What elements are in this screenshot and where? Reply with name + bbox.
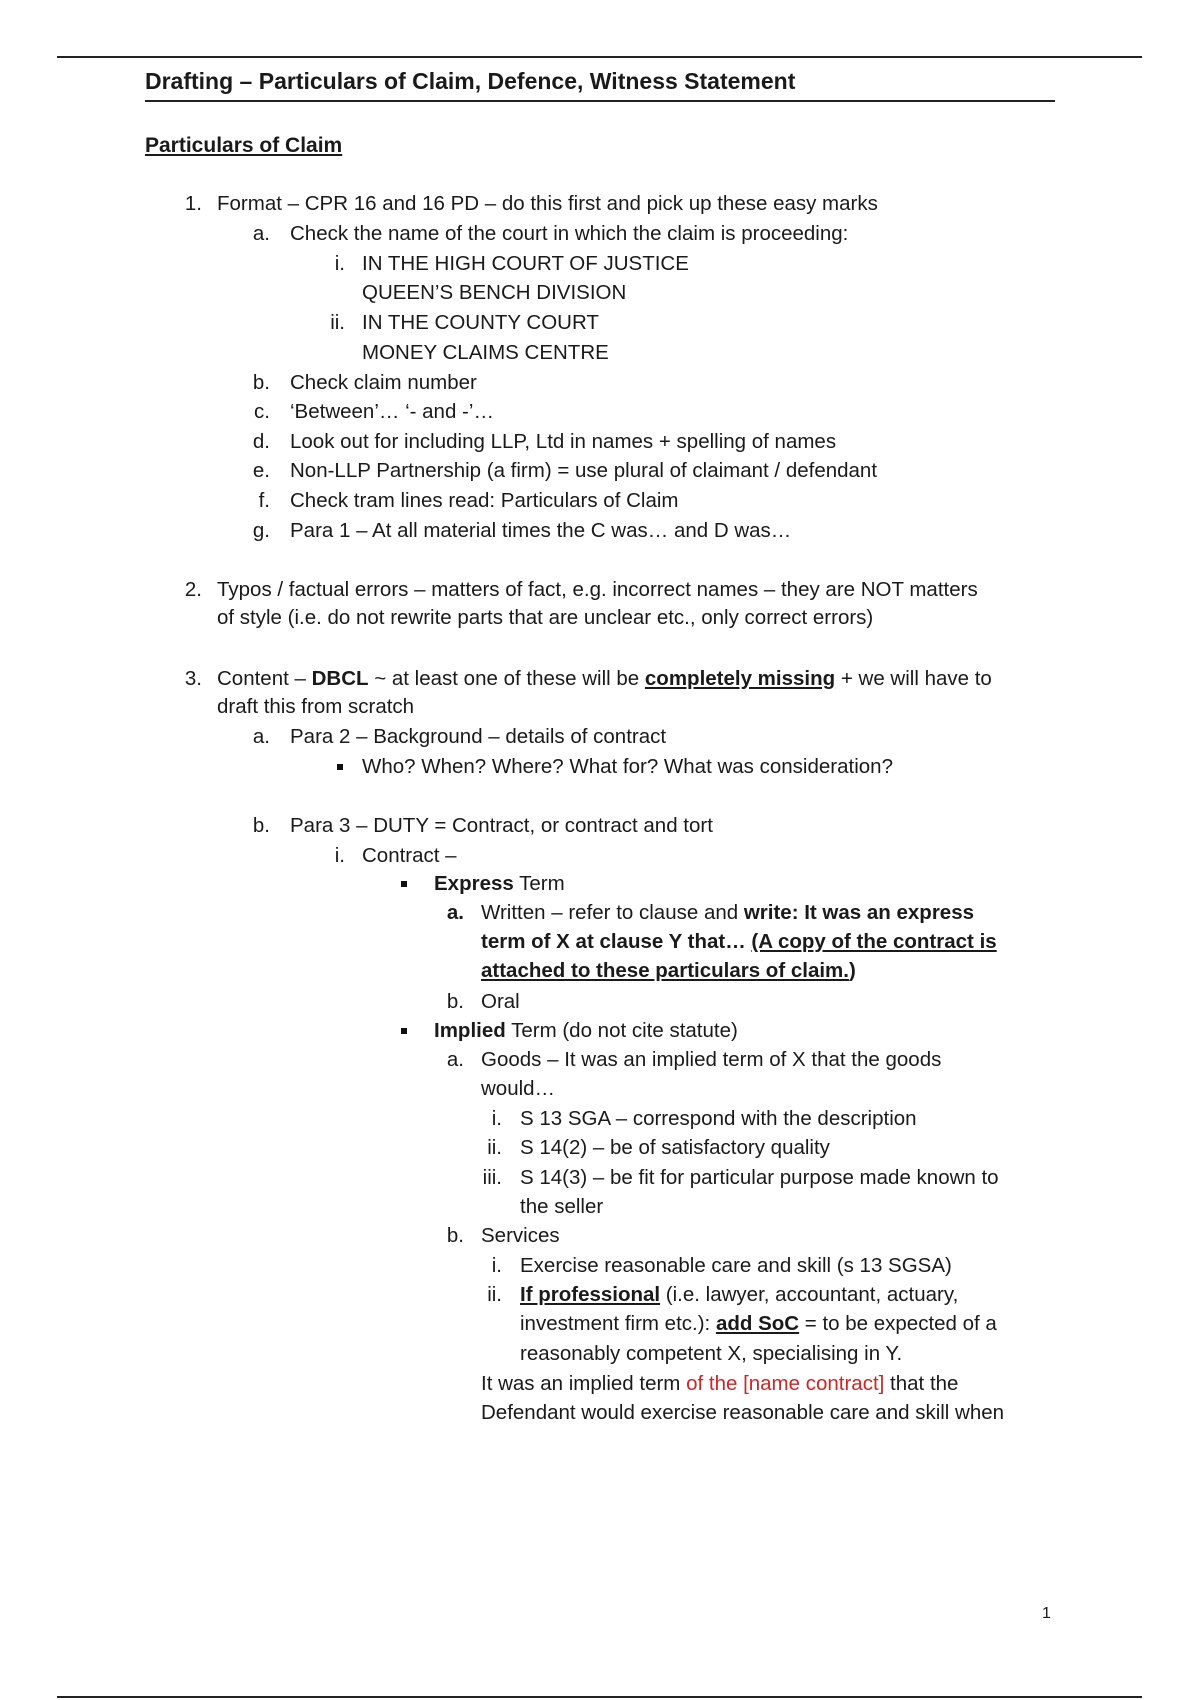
list-marker: a. bbox=[446, 901, 464, 924]
list-marker: ii. bbox=[487, 1136, 502, 1159]
list-marker: iii. bbox=[482, 1166, 502, 1189]
express-written-line-1: Written – refer to clause and write: It was an express bbox=[481, 901, 974, 924]
implied-term-sample-line-2: Defendant would exercise reasonable care and skill when bbox=[481, 1401, 1005, 1424]
bullet-express-term: Express Term bbox=[434, 872, 565, 895]
list-marker: i. bbox=[334, 252, 345, 275]
court-qbd-line: QUEEN’S BENCH DIVISION bbox=[362, 281, 627, 304]
services-professional-line-2: investment firm etc.): add SoC = to be expected of a bbox=[520, 1312, 997, 1335]
bullet-square-icon bbox=[401, 881, 407, 887]
list-marker: a. bbox=[252, 222, 270, 245]
goods-s14-3-line-1: S 14(3) – be fit for particular purpose made known to bbox=[520, 1166, 999, 1189]
list-marker: b. bbox=[446, 1224, 464, 1247]
list-item-para-2: Para 2 – Background – details of contract bbox=[290, 725, 667, 748]
court-high-court-line: IN THE HIGH COURT OF JUSTICE bbox=[362, 252, 689, 275]
express-written-line-3: attached to these particulars of claim.) bbox=[481, 959, 856, 982]
implied-services: Services bbox=[481, 1224, 560, 1247]
list-item-para-1: Para 1 – At all material times the C was… and D was… bbox=[290, 519, 792, 542]
implied-goods-line-1: Goods – It was an implied term of X that the goods bbox=[481, 1048, 942, 1071]
list-item-between: ‘Between’… ‘- and -’… bbox=[290, 400, 494, 423]
list-marker: ii. bbox=[330, 311, 345, 334]
bottom-border-rule bbox=[57, 1696, 1142, 1698]
list-item-content-line-1: Content – DBCL ~ at least one of these will be completely missing + we will have to bbox=[217, 667, 992, 690]
list-item-partnership: Non-LLP Partnership (a firm) = use plural of claimant / defendant bbox=[290, 459, 878, 482]
page-number: 1 bbox=[1042, 1605, 1051, 1622]
section-heading: Particulars of Claim bbox=[145, 134, 343, 157]
list-item-llp-ltd: Look out for including LLP, Ltd in names + spelling of names bbox=[290, 430, 837, 453]
document-title: Drafting – Particulars of Claim, Defence, Witness Statement bbox=[145, 68, 1055, 102]
goods-s14-2: S 14(2) – be of satisfactory quality bbox=[520, 1136, 830, 1159]
list-marker: 2. bbox=[184, 578, 202, 601]
implied-goods-line-2: would… bbox=[481, 1077, 556, 1100]
bullet-implied-term: Implied Term (do not cite statute) bbox=[434, 1019, 738, 1042]
list-marker: g. bbox=[252, 519, 270, 542]
express-oral: Oral bbox=[481, 990, 520, 1013]
list-item-contract: Contract – bbox=[362, 844, 457, 867]
court-county-court-line: IN THE COUNTY COURT bbox=[362, 311, 599, 334]
list-marker: d. bbox=[252, 430, 270, 453]
list-marker: b. bbox=[446, 990, 464, 1013]
list-marker: i. bbox=[491, 1107, 502, 1130]
list-marker: c. bbox=[254, 400, 270, 423]
list-marker: b. bbox=[252, 814, 270, 837]
list-marker: 1. bbox=[184, 192, 202, 215]
bullet-square-icon bbox=[401, 1028, 407, 1034]
list-marker: a. bbox=[252, 725, 270, 748]
list-marker: i. bbox=[334, 844, 345, 867]
list-item-court-name: Check the name of the court in which the claim is proceeding: bbox=[290, 222, 849, 245]
list-marker: i. bbox=[491, 1254, 502, 1277]
list-marker: f. bbox=[258, 489, 270, 512]
implied-term-sample-line-1: It was an implied term of the [name contract] that the bbox=[481, 1372, 959, 1395]
goods-s14-3-line-2: the seller bbox=[520, 1195, 604, 1218]
services-professional-line-1: If professional (i.e. lawyer, accountant, actuary, bbox=[520, 1283, 959, 1306]
list-marker: e. bbox=[252, 459, 270, 482]
list-marker: ii. bbox=[487, 1283, 502, 1306]
list-marker: a. bbox=[446, 1048, 464, 1071]
list-item-para-3: Para 3 – DUTY = Contract, or contract and tort bbox=[290, 814, 713, 837]
goods-s13-sga: S 13 SGA – correspond with the description bbox=[520, 1107, 917, 1130]
list-item-tram-lines: Check tram lines read: Particulars of Claim bbox=[290, 489, 679, 512]
list-item-typos-line-2: of style (i.e. do not rewrite parts that are unclear etc., only correct errors) bbox=[217, 606, 874, 629]
list-item-claim-number: Check claim number bbox=[290, 371, 477, 394]
services-professional-line-3: reasonably competent X, specialising in Y. bbox=[520, 1342, 903, 1365]
list-item-typos-line-1: Typos / factual errors – matters of fact, e.g. incorrect names – they are NOT matters bbox=[217, 578, 978, 601]
bullet-background-questions: Who? When? Where? What for? What was consideration? bbox=[362, 755, 893, 778]
top-border-rule bbox=[57, 56, 1142, 58]
court-money-claims-line: MONEY CLAIMS CENTRE bbox=[362, 341, 609, 364]
list-item-format: Format – CPR 16 and 16 PD – do this first and pick up these easy marks bbox=[217, 192, 878, 215]
services-reasonable-care: Exercise reasonable care and skill (s 13 SGSA) bbox=[520, 1254, 952, 1277]
express-written-line-2: term of X at clause Y that… (A copy of the contract is bbox=[481, 930, 997, 953]
list-marker: 3. bbox=[184, 667, 202, 690]
list-marker: b. bbox=[252, 371, 270, 394]
bullet-square-icon bbox=[337, 764, 343, 770]
list-item-content-line-2: draft this from scratch bbox=[217, 695, 415, 718]
